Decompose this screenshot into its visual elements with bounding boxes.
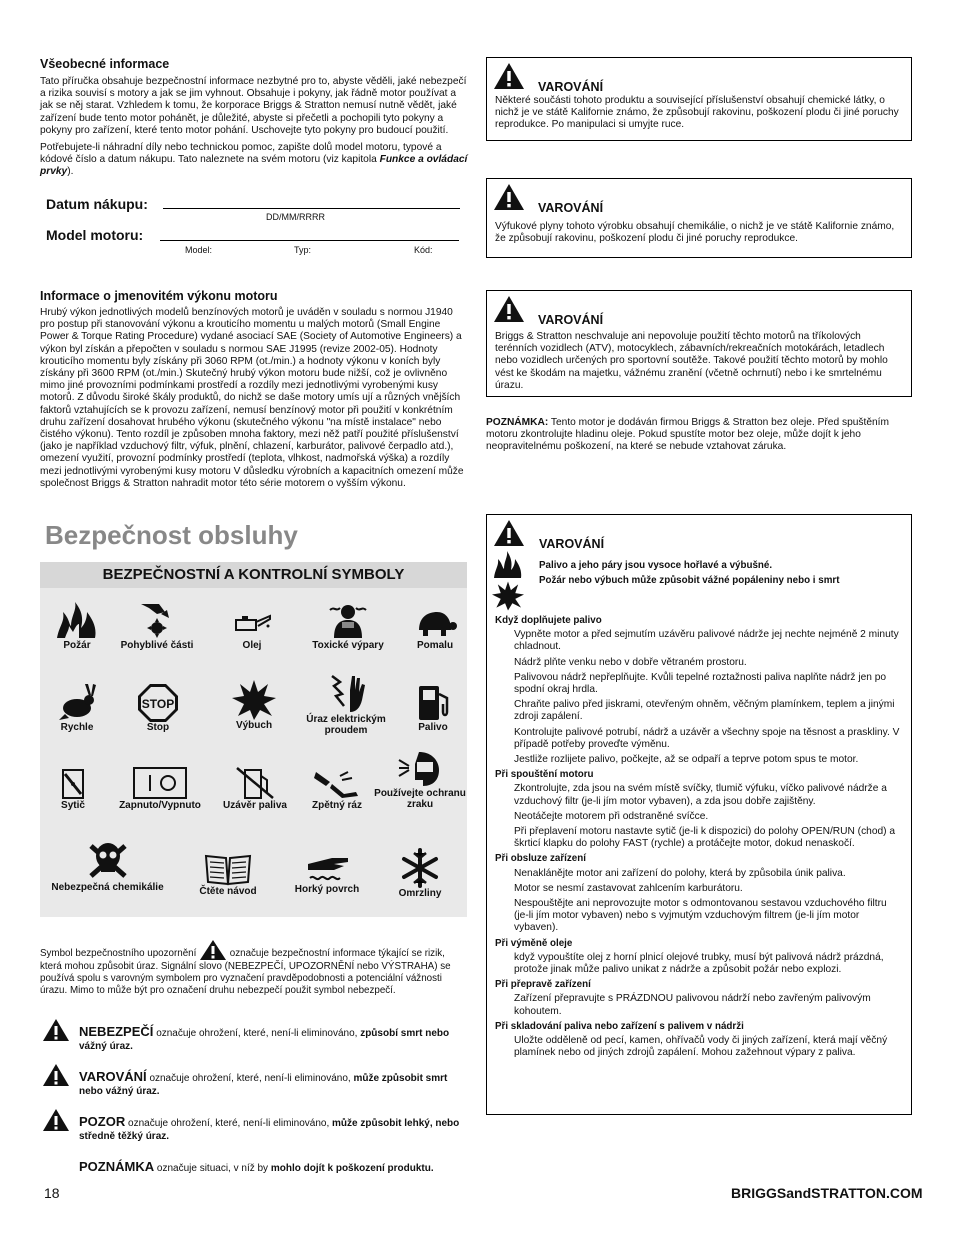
- signal-notice-text: označuje situaci, v níž by: [156, 1163, 269, 1174]
- fire-icon: [55, 602, 99, 640]
- warning-box-2: [486, 178, 912, 258]
- fuel-section-item: Vypněte motor a před sejmutím uzávěru palivové nádrže jej nechte nejméně 2 minuty chladnout.: [514, 629, 899, 653]
- manual-book-icon: [204, 852, 252, 886]
- general-info-p2-text: Potřebujete-li náhradní díly nebo technickou pomoc, zapište dolů model motoru, typové a kódové číslo a datum nákupu. Tato naleznete na svém motoru (viz kapitola: [40, 142, 442, 166]
- warning-triangle-icon: [42, 1063, 70, 1092]
- fuel-shutoff-icon: [233, 766, 277, 800]
- symbol-fire-label: Požár: [63, 640, 91, 651]
- warning-2-head: VAROVÁNÍ: [538, 201, 604, 215]
- symbol-electric-label: Úraz elektrickým proudem: [306, 714, 386, 736]
- symbol-moving-parts: [112, 600, 202, 651]
- fuel-section-title: Při spouštění motoru: [495, 769, 594, 781]
- fuel-section-title: Při obsluze zařízení: [495, 853, 586, 865]
- kickback-icon: [312, 766, 362, 800]
- fuel-section-item: když vypouštíte olej z horní plnicí olejové trubky, musí být palivová nádrž prázdná, protože jinak může palivo unikat z nádrže a způsobit požár nebo explozi.: [514, 951, 884, 976]
- model-hint: Model:: [185, 245, 213, 255]
- fuel-section-item: Při přeplavení motoru nastavte sytič (je-li k dispozici) do polohy OPEN/RUN (chod) a škrticí klapku do polohy FAST (rychle) a protáčejte motor, dokud nenaskočí.: [514, 826, 896, 850]
- symbol-read-manual: [183, 852, 273, 897]
- symbol-eye-protection: [374, 750, 466, 810]
- symbol-fire: [32, 602, 122, 651]
- symbol-toxic-label: Toxické výpary: [312, 640, 384, 651]
- signal-danger: [79, 1025, 469, 1053]
- symbols-panel: [40, 562, 467, 917]
- symbol-slow: [390, 604, 480, 651]
- general-info-p1: Tato příručka obsahuje bezpečnostní informace nezbytné pro to, abyste věděli, jaké nebezpečí a rizika souvisí s motory a jak se jim vyhnout. Obsahuje i pokyny, jak řádně motor používat a jak se něj starat. Vzhledem k tomu, že korporace Briggs & Stratton nemusí nutně vědět, jaké zařízení bude tento motor pohánět, je důležité, abyste si přečetli a pochopili tyto pokyny a pokyny pro zařízení, které tento motor pohání. Uschovejte tyto pokyny pro budoucí použití.: [40, 76, 467, 136]
- purchase-date-line: [163, 208, 460, 209]
- symbol-fast-label: Rychle: [60, 722, 94, 733]
- symbol-eye-protection-label: Používejte ochranu zraku: [374, 788, 466, 810]
- warning-1-text: Některé součásti tohoto produktu a související příslušenství obsahují chemické látky, o nichž je ve státě Kalifornie známo, že způsobují rakovinu, poškození plodu či jiné poruchy reprodukce. Po manipulaci si umyjte ruce.: [495, 95, 899, 131]
- symbol-chemical: [40, 840, 175, 893]
- fuel-warning-sections: [495, 612, 903, 1063]
- warning-1-head: VAROVÁNÍ: [538, 80, 604, 94]
- symbol-chemical-label: Nebezpečná chemikálie: [51, 882, 164, 893]
- code-hint: Kód:: [414, 245, 433, 255]
- signal-caution-bold: může způsobit lehký, nebo středně těžký úraz.: [79, 1118, 460, 1142]
- oil-note-label: POZNÁMKA:: [486, 417, 549, 428]
- explosion-icon: [232, 680, 276, 720]
- stop-sign-icon: [136, 682, 180, 722]
- moving-parts-icon: [135, 600, 179, 640]
- power-rating-section: [40, 289, 470, 490]
- symbol-slow-label: Pomalu: [416, 640, 454, 651]
- signal-caution-text: označuje ohrožení, které, není-li eliminováno,: [128, 1118, 330, 1129]
- safety-title: Bezpečnost obsluhy: [45, 520, 298, 550]
- general-info-title: Všeobecné informace: [40, 57, 170, 71]
- general-info-p2-end: ).: [67, 166, 74, 178]
- toxic-fumes-icon: [326, 602, 370, 640]
- warning-triangle-icon: [493, 183, 525, 211]
- symbol-moving-parts-label: Pohyblivé části: [120, 640, 194, 651]
- fuel-section-item: Neotáčejte motorem při odstraněné svíčce.: [514, 810, 709, 822]
- signal-warning-bold: může způsobit smrt nebo vážný úraz.: [79, 1073, 448, 1097]
- brand-url: BRIGGSandSTRATTON.COM: [731, 1185, 923, 1201]
- symbol-fuel-shutoff: [210, 766, 300, 811]
- date-format-hint: DD/MM/RRRR: [266, 212, 325, 222]
- fuel-section-title: Při skladování paliva nebo zařízení s palivem v nádrži: [495, 1020, 744, 1032]
- warning-3-text: Briggs & Stratton neschvaluje ani nepovoluje použití těchto motorů na tříkolových terénních vozidlech (ATV), motocyklech, zábavních/rekreačních motokárách, letadlech nebo vozidlech určených pro sportovní soutěže. Takové použití těchto motorů by mohlo vést ke škodám na majetku, vážnému zranění (včetně ochrnutí) nebo i ke smrtelnému úrazu.: [495, 331, 888, 391]
- symbol-hot-surface-label: Horký povrch: [294, 884, 360, 895]
- symbol-kickback-label: Zpětný ráz: [311, 800, 362, 811]
- signal-notice-word: POZNÁMKA: [79, 1159, 155, 1174]
- symbol-choke: [28, 768, 118, 811]
- general-info-body: [40, 76, 470, 179]
- safety-alert-icon: [199, 939, 227, 961]
- controls-reference: Funkce a ovládací prvky: [40, 154, 468, 178]
- choke-icon: [51, 768, 95, 800]
- svg-text:STOP: STOP: [141, 697, 175, 711]
- symbol-explosion: [209, 680, 299, 731]
- turtle-icon: [413, 604, 457, 640]
- warning-box-3: [486, 290, 912, 397]
- symbol-on-off-label: Zapnuto/Vypnuto: [119, 800, 201, 811]
- fuel-section-item: Nádrž plňte venku nebo v dobře větraném prostoru.: [514, 656, 747, 668]
- warning-triangle-icon: [493, 295, 525, 323]
- purchase-date-label: Datum nákupu:: [46, 196, 148, 212]
- electric-shock-icon: [324, 672, 368, 714]
- warning-3-head: VAROVÁNÍ: [538, 313, 604, 327]
- symbol-oil: [207, 602, 297, 651]
- power-rating-title: Informace o jmenovitém výkonu motoru: [40, 289, 278, 303]
- type-hint: Typ:: [294, 245, 312, 255]
- symbol-stop-label: Stop: [146, 722, 170, 733]
- symbol-fuel: [388, 682, 478, 733]
- signal-notice-bold: mohlo dojít k poškození produktu.: [270, 1163, 434, 1174]
- explosion-icon: [492, 581, 524, 611]
- fuel-section-item: Palivovou nádrž nepřeplňujte. Kvůli tepelné roztažnosti paliva naplňte nádrž jen po spodní okraj hrdla.: [514, 671, 887, 696]
- signal-notice: [79, 1160, 474, 1175]
- symbol-frostbite: [375, 848, 465, 899]
- signal-warning-word: VAROVÁNÍ: [79, 1069, 147, 1084]
- signal-danger-text: označuje ohrožení, které, není-li eliminováno,: [156, 1028, 358, 1039]
- fuel-section-item: Kontrolujte palivové potrubí, nádrž a uzávěr a všechny spoje na těsnost a praskliny. V případě potřeby proveďte výměnu.: [514, 726, 900, 750]
- fuel-section-title: Když doplňujete palivo: [495, 615, 602, 626]
- caution-triangle-icon: [42, 1108, 70, 1137]
- symbol-toxic: [303, 602, 393, 651]
- symbol-fuel-label: Palivo: [418, 722, 448, 733]
- signal-warning-text: označuje ohrožení, které, není-li eliminováno,: [149, 1073, 351, 1084]
- symbol-on-off: [110, 766, 210, 811]
- signal-danger-word: NEBEZPEČÍ: [79, 1024, 154, 1039]
- danger-triangle-icon: [42, 1018, 70, 1047]
- symbol-oil-label: Olej: [242, 640, 262, 651]
- safety-alert-intro-b: označuje bezpečnostní informace týkající se rizik, která mohou způsobit úraz. Signální slovo (NEBEZPEČÍ, UPOZORNĚNÍ nebo VÝSTRAHA) se používá spolu s varovným symbolem pro vyznačení pravděpodobnosti a potenciální vážnosti úrazu. Mimo to může být pro označení druhu nebezpečí použit symbol nebezpečí.: [40, 948, 451, 996]
- symbol-hot-surface: [282, 844, 372, 895]
- signal-danger-bold: způsobí smrt nebo vážný úraz.: [79, 1028, 450, 1052]
- fuel-section-title: Při výměně oleje: [495, 937, 573, 949]
- symbol-kickback: [292, 766, 382, 811]
- fuel-warning-line1: Palivo a jeho páry jsou vysoce hořlavé a výbušné.: [539, 560, 773, 571]
- symbol-explosion-label: Výbuch: [235, 720, 273, 731]
- fuel-section-item: Zkontrolujte, zda jsou na svém místě svíčky, tlumič výfuku, víčko palivové nádrže a vzduchový filtr (je-li jím motor vybaven), a zda jsou dobře zajištěny.: [514, 783, 887, 807]
- symbols-panel-title: BEZPEČNOSTNÍ A KONTROLNÍ SYMBOLY: [40, 562, 467, 588]
- symbol-frostbite-label: Omrzliny: [398, 888, 442, 899]
- fuel-section-item: Jestliže rozlijete palivo, počkejte, až se odpaří a teprve potom spus te motor.: [514, 754, 859, 766]
- symbol-electric: [296, 672, 396, 736]
- power-rating-body: Hrubý výkon jednotlivých modelů benzínových motorů je uváděn v souladu s normou J1940 pro postup při stanovování výkonu a krouticího momentu u malých motorů (Small Engine Power & Torque Rating Procedure) vydané asociací SAE (Society of Automotive Engineers) a výkon byl získán a přepočten v souladu s normou SAE J1995 (revize 2002-05). Hodnoty krouticího momentu byly získány při 3060 RPM (ot./min.) a hodnoty výkonu v koních byly získány při 3600 RPM (ot./min.) Skutečný hrubý výkon motoru bude nižší, což je ovlivněno mimo jiné provozními podmínkami prostředí a rozdíly mezi jednotlivými vyrobenými kusy motorů. Z důvodu široké škály produktů, do nichž se daše motory umís ují a různých vnějších faktorů vztahujících se k provozu zařízení, nemusí benzínový motor při použití v konkrétním druhu zařízení dosahovat hrubého výkonu (skutečného výkonu "na místě instalace" nebo čistého výkonu). Tento rozdíl je způsoben mnoha faktory, mezi něž patří použité příslušenství (jako je například vzduchový filtr, výfuk, plnění, chlazení, karburátor, palivové čerpadlo atd.), omezení využití, provozní podmínky prostředí (teplota, vlhkost, nadmořská výška) a rozdíly mezi jednotlivými vyrobenými kusy motoru V důsledku výrobních a kapacitních omezení může společnost Briggs & Stratton nahradit motor této série motorem o vyšším výkonu.: [40, 307, 464, 489]
- fuel-pump-icon: [411, 682, 455, 722]
- fuel-section-item: Zařízení přepravujte s PRÁZDNOU palivovou nádrží nebo zavřeným palivovým kohoutem.: [514, 993, 871, 1017]
- fuel-section-item: Nenaklánějte motor ani zařízení do polohy, která by způsobila únik paliva.: [514, 867, 846, 879]
- general-info-section: [40, 57, 470, 184]
- symbol-read-manual-label: Čtěte návod: [199, 886, 257, 897]
- on-off-icon: [132, 766, 188, 800]
- oil-note: [486, 417, 912, 454]
- warning-triangle-icon: [493, 519, 525, 547]
- fuel-section-title: Při přepravě zařízení: [495, 979, 591, 991]
- safety-alert-intro-a: Symbol bezpečnostního upozornění: [40, 948, 197, 959]
- signal-caution: [79, 1115, 469, 1143]
- oil-note-text: Tento motor je dodáván firmou Briggs & Stratton bez oleje. Před spuštěním motoru zkontrolujte hladinu oleje. Pokud spustíte motor bez oleje, může dojít k jeho neopravitelnému poškození, na které se nebude vztahovat záruka.: [486, 417, 889, 453]
- engine-model-line: [160, 240, 459, 241]
- symbol-choke-label: Sytič: [61, 800, 85, 811]
- general-info-p2: [40, 142, 470, 179]
- oil-can-icon: [230, 602, 274, 640]
- fuel-section-item: Uložte odděleně od pecí, kamen, ohřívačů vody či jiných zařízení, která mají věčný plamínek nebo od jiných zdrojů zapálení. Mohou zažehnout výpary z paliva.: [514, 1035, 888, 1059]
- fuel-section-item: Motor se nesmí zastavovat zahlcením karburátoru.: [514, 882, 743, 894]
- signal-caution-word: POZOR: [79, 1114, 126, 1129]
- fuel-warning-box: [486, 514, 912, 1115]
- fuel-warning-head: VAROVÁNÍ: [539, 537, 605, 551]
- symbol-fast: [32, 682, 122, 733]
- page-number: 18: [44, 1185, 60, 1201]
- snowflake-icon: [400, 848, 440, 888]
- fuel-warning-headline: [539, 558, 839, 588]
- eye-protection-icon: [397, 750, 443, 788]
- engine-model-label: Model motoru:: [46, 227, 144, 243]
- signal-warning: [79, 1070, 469, 1098]
- fuel-section-item: Chraňte palivo před jiskrami, otevřeným ohněm, věčným plamínkem, teplem a jinými zdroji zapálení.: [514, 699, 895, 723]
- safety-alert-intro: [40, 939, 468, 996]
- fuel-warning-line2: Požár nebo výbuch může způsobit vážné popáleniny nebo i smrt: [539, 575, 840, 586]
- symbol-stop: [113, 682, 203, 733]
- hot-surface-icon: [304, 844, 350, 884]
- skull-icon: [85, 840, 131, 882]
- warning-triangle-icon: [493, 62, 525, 90]
- rabbit-icon: [55, 682, 99, 722]
- warning-2-text: Výfukové plyny tohoto výrobku obsahují chemikálie, o nichž je ve státě Kalifornie známo, že způsobují rakovinu, poškození plodu či jiné poruchy reprodukce.: [495, 221, 895, 245]
- warning-box-1: [486, 57, 912, 141]
- fire-icon: [493, 551, 523, 579]
- fuel-section-item: Nespouštějte ani neprovozujte motor s odmontovanou sestavou vzduchového filtru (je-li jím motor vybaven) nebo s vyjmutým vzduchovým filtrem (je-li jím motor vybaven).: [514, 898, 887, 934]
- symbol-fuel-shutoff-label: Uzávěr paliva: [223, 800, 287, 811]
